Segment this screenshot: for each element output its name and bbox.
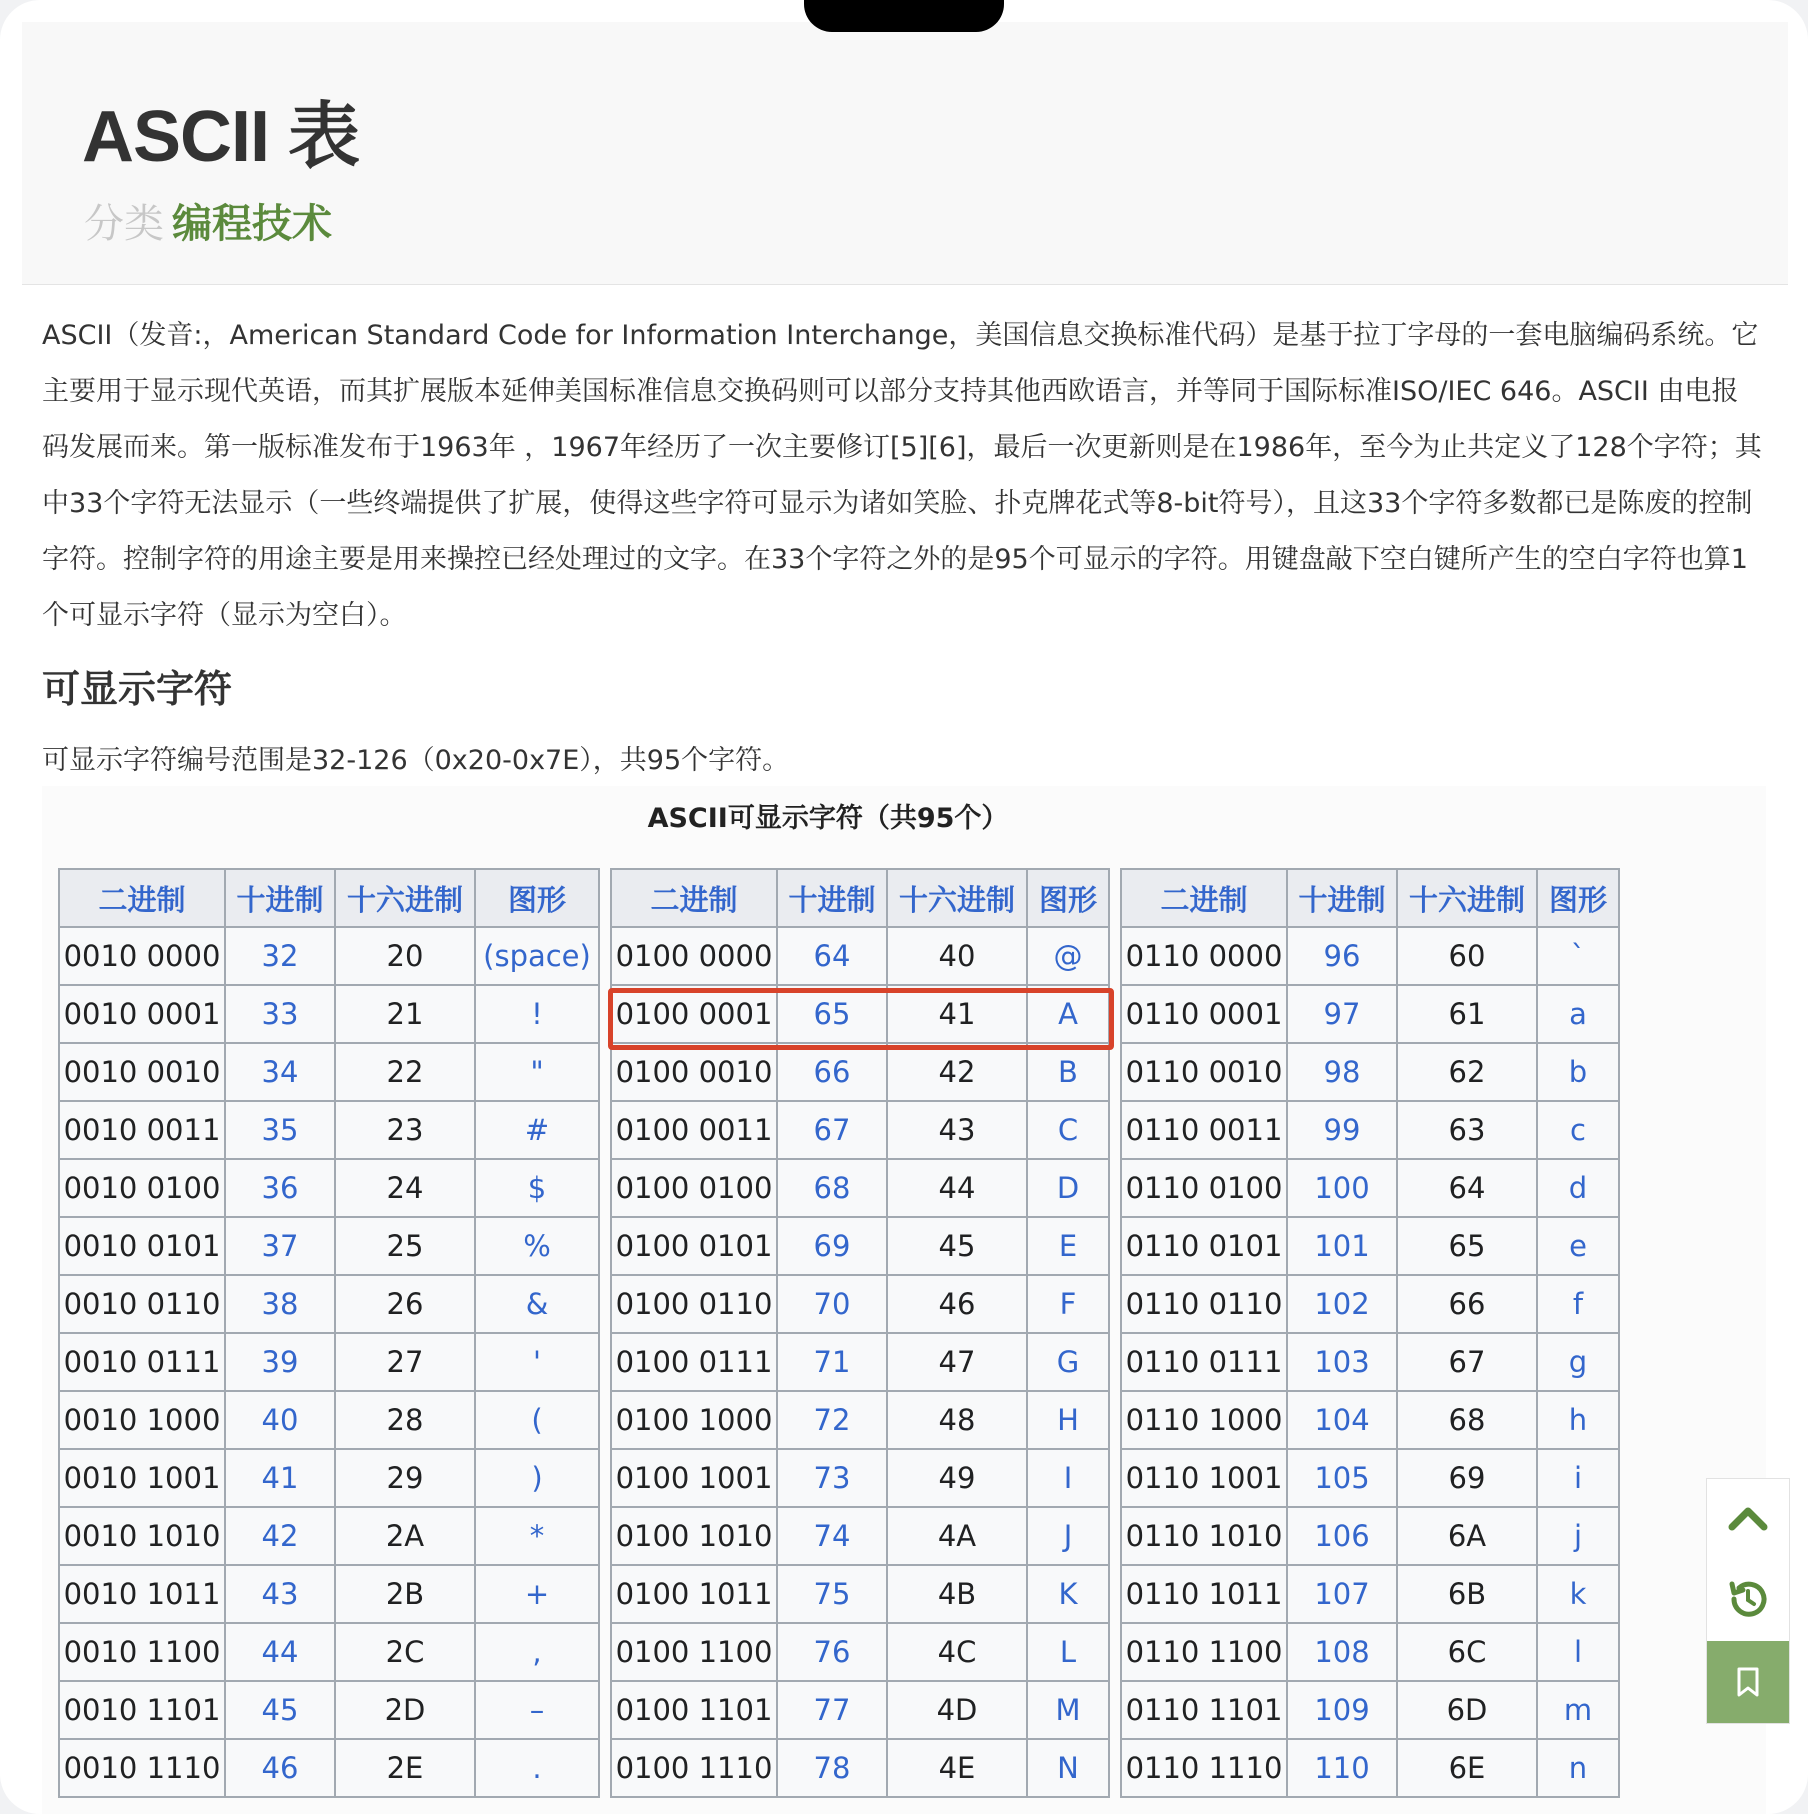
glyph-cell[interactable]: G: [1027, 1333, 1109, 1391]
glyph-cell[interactable]: c: [1537, 1101, 1619, 1159]
binary-cell: 0110 0011: [1121, 1101, 1287, 1159]
glyph-cell[interactable]: g: [1537, 1333, 1619, 1391]
binary-cell: 0110 1000: [1121, 1391, 1287, 1449]
binary-cell: 0010 1100: [59, 1623, 225, 1681]
glyph-cell[interactable]: #: [475, 1101, 599, 1159]
decimal-cell[interactable]: 32: [225, 927, 335, 985]
column-header: 十六进制: [1397, 869, 1537, 927]
binary-cell: 0110 1011: [1121, 1565, 1287, 1623]
hex-cell: 48: [887, 1391, 1027, 1449]
glyph-cell[interactable]: M: [1027, 1681, 1109, 1739]
table-row: [611, 1449, 1109, 1507]
decimal-cell[interactable]: 101: [1287, 1217, 1397, 1275]
table-row: [59, 1449, 599, 1507]
decimal-cell[interactable]: 65: [777, 985, 887, 1043]
table-row: [59, 1043, 599, 1101]
decimal-cell[interactable]: 38: [225, 1275, 335, 1333]
decimal-cell[interactable]: 76: [777, 1623, 887, 1681]
glyph-cell[interactable]: e: [1537, 1217, 1619, 1275]
binary-cell: 0110 0010: [1121, 1043, 1287, 1101]
binary-cell: 0110 0111: [1121, 1333, 1287, 1391]
hex-cell: 4D: [887, 1681, 1027, 1739]
binary-cell: 0010 1011: [59, 1565, 225, 1623]
decimal-cell[interactable]: 73: [777, 1449, 887, 1507]
decimal-cell[interactable]: 39: [225, 1333, 335, 1391]
glyph-cell[interactable]: F: [1027, 1275, 1109, 1333]
table-row: [1121, 1623, 1619, 1681]
hex-cell: 65: [1397, 1217, 1537, 1275]
hex-cell: 61: [1397, 985, 1537, 1043]
binary-cell: 0100 0101: [611, 1217, 777, 1275]
highlight-box: [608, 988, 1114, 1050]
decimal-cell[interactable]: 67: [777, 1101, 887, 1159]
table-row: [1121, 1333, 1619, 1391]
hex-cell: 67: [1397, 1333, 1537, 1391]
decimal-cell[interactable]: 75: [777, 1565, 887, 1623]
hex-cell: 4C: [887, 1623, 1027, 1681]
table-row: [1121, 1739, 1619, 1797]
table-row: [59, 1159, 599, 1217]
table-row: [611, 1333, 1109, 1391]
ascii-table-group-1: [58, 868, 600, 1798]
page-header: [22, 22, 1788, 285]
table-row: [59, 1391, 599, 1449]
hex-cell: 2A: [335, 1507, 475, 1565]
hex-cell: 2D: [335, 1681, 475, 1739]
column-header: 二进制: [59, 869, 225, 927]
binary-cell: 0110 0101: [1121, 1217, 1287, 1275]
glyph-cell[interactable]: ": [475, 1043, 599, 1101]
glyph-cell[interactable]: L: [1027, 1623, 1109, 1681]
binary-cell: 0100 1101: [611, 1681, 777, 1739]
glyph-cell[interactable]: $: [475, 1159, 599, 1217]
hex-cell: 2C: [335, 1623, 475, 1681]
binary-cell: 0110 1100: [1121, 1623, 1287, 1681]
hex-cell: 43: [887, 1101, 1027, 1159]
table-row: [59, 1101, 599, 1159]
decimal-cell[interactable]: 110: [1287, 1739, 1397, 1797]
column-header: 十进制: [1287, 869, 1397, 927]
hex-cell: 26: [335, 1275, 475, 1333]
bookmark-button[interactable]: [1707, 1641, 1789, 1723]
column-header: 十六进制: [887, 869, 1027, 927]
table-row: [1121, 1275, 1619, 1333]
table-row: [59, 985, 599, 1043]
hex-cell: 22: [335, 1043, 475, 1101]
table-row: [59, 1739, 599, 1797]
page-title: ASCII 表: [82, 97, 360, 177]
glyph-cell[interactable]: I: [1027, 1449, 1109, 1507]
table-row: [59, 927, 599, 985]
decimal-cell[interactable]: 105: [1287, 1449, 1397, 1507]
decimal-cell[interactable]: 37: [225, 1217, 335, 1275]
range-description: 可显示字符编号范围是32-126（0x20-0x7E），共95个字符。: [42, 745, 790, 776]
binary-cell: 0100 0000: [611, 927, 777, 985]
binary-cell: 0100 0100: [611, 1159, 777, 1217]
ascii-table-group-3: [1120, 868, 1620, 1798]
glyph-cell[interactable]: B: [1027, 1043, 1109, 1101]
decimal-cell[interactable]: 96: [1287, 927, 1397, 985]
binary-cell: 0110 1001: [1121, 1449, 1287, 1507]
hex-cell: 45: [887, 1217, 1027, 1275]
glyph-cell[interactable]: b: [1537, 1043, 1619, 1101]
decimal-cell[interactable]: 99: [1287, 1101, 1397, 1159]
glyph-cell[interactable]: ,: [475, 1623, 599, 1681]
hex-cell: 28: [335, 1391, 475, 1449]
decimal-cell[interactable]: 44: [225, 1623, 335, 1681]
category-line: [84, 192, 332, 249]
glyph-cell[interactable]: k: [1537, 1565, 1619, 1623]
history-icon: [1724, 1575, 1772, 1623]
table-row: [59, 1217, 599, 1275]
glyph-cell[interactable]: .: [475, 1739, 599, 1797]
bookmark-icon: [1730, 1664, 1766, 1700]
back-to-top-button[interactable]: [1707, 1479, 1789, 1559]
binary-cell: 0010 0000: [59, 927, 225, 985]
decimal-cell[interactable]: 46: [225, 1739, 335, 1797]
hex-cell: 49: [887, 1449, 1027, 1507]
binary-cell: 0010 0010: [59, 1043, 225, 1101]
table-row: [1121, 1159, 1619, 1217]
binary-cell: 0010 0111: [59, 1333, 225, 1391]
category-label: 分类: [84, 201, 164, 247]
decimal-cell[interactable]: 72: [777, 1391, 887, 1449]
hex-cell: 6A: [1397, 1507, 1537, 1565]
glyph-cell[interactable]: +: [475, 1565, 599, 1623]
hex-cell: 69: [1397, 1449, 1537, 1507]
binary-cell: 0010 1001: [59, 1449, 225, 1507]
table-row: [611, 1391, 1109, 1449]
glyph-cell[interactable]: H: [1027, 1391, 1109, 1449]
hex-cell: 27: [335, 1333, 475, 1391]
glyph-cell[interactable]: i: [1537, 1449, 1619, 1507]
binary-cell: 0110 1101: [1121, 1681, 1287, 1739]
hex-cell: 64: [1397, 1159, 1537, 1217]
table-row: [59, 1333, 599, 1391]
section-heading: 可显示字符: [42, 667, 233, 711]
hex-cell: 29: [335, 1449, 475, 1507]
decimal-cell[interactable]: 70: [777, 1275, 887, 1333]
column-header: 图形: [475, 869, 599, 927]
glyph-cell[interactable]: !: [475, 985, 599, 1043]
glyph-cell[interactable]: ': [475, 1333, 599, 1391]
table-caption: ASCII可显示字符（共95个）: [647, 803, 1009, 834]
table-row: [1121, 1101, 1619, 1159]
binary-cell: 0100 0111: [611, 1333, 777, 1391]
table-row: [611, 1507, 1109, 1565]
hex-cell: 6D: [1397, 1681, 1537, 1739]
binary-cell: 0100 1110: [611, 1739, 777, 1797]
glyph-cell[interactable]: (space): [475, 927, 599, 985]
decimal-cell[interactable]: 35: [225, 1101, 335, 1159]
glyph-cell[interactable]: –: [475, 1681, 599, 1739]
decimal-cell[interactable]: 108: [1287, 1623, 1397, 1681]
table-row: [59, 1565, 599, 1623]
glyph-cell[interactable]: f: [1537, 1275, 1619, 1333]
decimal-cell[interactable]: 36: [225, 1159, 335, 1217]
hex-cell: 46: [887, 1275, 1027, 1333]
binary-cell: 0010 1010: [59, 1507, 225, 1565]
table-row: [611, 1217, 1109, 1275]
decimal-cell[interactable]: 100: [1287, 1159, 1397, 1217]
binary-cell: 0100 1010: [611, 1507, 777, 1565]
decimal-cell[interactable]: 40: [225, 1391, 335, 1449]
hex-cell: 6B: [1397, 1565, 1537, 1623]
glyph-cell[interactable]: D: [1027, 1159, 1109, 1217]
hex-cell: 6C: [1397, 1623, 1537, 1681]
table-row: [1121, 1507, 1619, 1565]
table-row: [1121, 1681, 1619, 1739]
binary-cell: 0010 0001: [59, 985, 225, 1043]
side-toolbar: [1706, 1478, 1790, 1724]
table-row: [611, 1043, 1109, 1101]
table-row: [611, 1681, 1109, 1739]
table-row: [59, 1623, 599, 1681]
decimal-cell[interactable]: 42: [225, 1507, 335, 1565]
glyph-cell[interactable]: h: [1537, 1391, 1619, 1449]
binary-cell: 0100 1011: [611, 1565, 777, 1623]
glyph-cell[interactable]: %: [475, 1217, 599, 1275]
table-row: [611, 1275, 1109, 1333]
table-row: [611, 1739, 1109, 1797]
table-row: [1121, 927, 1619, 985]
decimal-cell[interactable]: 104: [1287, 1391, 1397, 1449]
hex-cell: 25: [335, 1217, 475, 1275]
binary-cell: 0010 1110: [59, 1739, 225, 1797]
decimal-cell[interactable]: 77: [777, 1681, 887, 1739]
glyph-cell[interactable]: (: [475, 1391, 599, 1449]
binary-cell: 0100 0011: [611, 1101, 777, 1159]
decimal-cell[interactable]: 71: [777, 1333, 887, 1391]
hex-cell: 68: [1397, 1391, 1537, 1449]
table-row: [1121, 1565, 1619, 1623]
table-row: [59, 1681, 599, 1739]
column-header: 二进制: [1121, 869, 1287, 927]
decimal-cell[interactable]: 78: [777, 1739, 887, 1797]
table-row: [1121, 1449, 1619, 1507]
binary-cell: 0110 1110: [1121, 1739, 1287, 1797]
glyph-cell[interactable]: n: [1537, 1739, 1619, 1797]
hex-cell: 41: [887, 985, 1027, 1043]
glyph-cell[interactable]: *: [475, 1507, 599, 1565]
hex-cell: 62: [1397, 1043, 1537, 1101]
hex-cell: 23: [335, 1101, 475, 1159]
binary-cell: 0110 1010: [1121, 1507, 1287, 1565]
glyph-cell[interactable]: d: [1537, 1159, 1619, 1217]
hex-cell: 44: [887, 1159, 1027, 1217]
glyph-cell[interactable]: @: [1027, 927, 1109, 985]
binary-cell: 0010 0110: [59, 1275, 225, 1333]
column-header: 十六进制: [335, 869, 475, 927]
glyph-cell[interactable]: `: [1537, 927, 1619, 985]
glyph-cell[interactable]: C: [1027, 1101, 1109, 1159]
binary-cell: 0110 0001: [1121, 985, 1287, 1043]
table-row: [59, 1507, 599, 1565]
binary-cell: 0010 0100: [59, 1159, 225, 1217]
hex-cell: 4E: [887, 1739, 1027, 1797]
glyph-cell[interactable]: E: [1027, 1217, 1109, 1275]
table-row: [611, 1565, 1109, 1623]
hex-cell: 6E: [1397, 1739, 1537, 1797]
glyph-cell[interactable]: J: [1027, 1507, 1109, 1565]
device-notch: [804, 0, 1004, 32]
binary-cell: 0100 0001: [611, 985, 777, 1043]
glyph-cell[interactable]: a: [1537, 985, 1619, 1043]
binary-cell: 0100 1001: [611, 1449, 777, 1507]
table-row: [611, 1159, 1109, 1217]
hex-cell: 21: [335, 985, 475, 1043]
decimal-cell[interactable]: 69: [777, 1217, 887, 1275]
glyph-cell[interactable]: &: [475, 1275, 599, 1333]
history-button[interactable]: [1707, 1559, 1789, 1639]
decimal-cell[interactable]: 43: [225, 1565, 335, 1623]
hex-cell: 63: [1397, 1101, 1537, 1159]
glyph-cell[interactable]: m: [1537, 1681, 1619, 1739]
table-row: [1121, 1043, 1619, 1101]
hex-cell: 42: [887, 1043, 1027, 1101]
table-row: [1121, 1217, 1619, 1275]
chevron-up-icon: [1724, 1495, 1772, 1543]
column-header: 二进制: [611, 869, 777, 927]
column-header: 十进制: [777, 869, 887, 927]
binary-cell: 0100 1100: [611, 1623, 777, 1681]
decimal-cell[interactable]: 68: [777, 1159, 887, 1217]
glyph-cell[interactable]: l: [1537, 1623, 1619, 1681]
category-link[interactable]: 编程技术: [172, 201, 332, 247]
binary-cell: 0010 1000: [59, 1391, 225, 1449]
decimal-cell[interactable]: 33: [225, 985, 335, 1043]
table-row: [611, 927, 1109, 985]
hex-cell: 24: [335, 1159, 475, 1217]
table-row: [1121, 985, 1619, 1043]
decimal-cell[interactable]: 45: [225, 1681, 335, 1739]
decimal-cell[interactable]: 74: [777, 1507, 887, 1565]
decimal-cell[interactable]: 97: [1287, 985, 1397, 1043]
binary-cell: 0110 0100: [1121, 1159, 1287, 1217]
binary-cell: 0010 0011: [59, 1101, 225, 1159]
decimal-cell[interactable]: 106: [1287, 1507, 1397, 1565]
decimal-cell[interactable]: 109: [1287, 1681, 1397, 1739]
binary-cell: 0110 0110: [1121, 1275, 1287, 1333]
intro-paragraph: ASCII（发音:，American Standard Code for Information Interchange，美国信息交换标准代码）是基于拉丁字母的一套电脑编码系统。它主要用于显示现代英语，而其扩展版本延伸美国标准信息交换码则可以部分支持其他西欧语言，并等同于国际标准ISO/IEC 646。ASCII 由电报码发展而来。第一版标准发布于1963年 ，1967年经历了一次主要修订[5][6]，最后一次更新则是在1986年，至今为止共定义了128个字符；其中33个字符无法显示（一些终端提供了扩展，使得这些字符可显示为诸如笑脸、扑克牌花式等8-bit符号），且这33个字符多数都已是陈废的控制字符。控制字符的用途主要是用来操控已经处理过的文字。在33个字符之外的是95个可显示的字符。用键盘敲下空白键所产生的空白字符也算1个可显示字符（显示为空白）。: [42, 320, 1762, 631]
glyph-cell[interactable]: K: [1027, 1565, 1109, 1623]
decimal-cell[interactable]: 103: [1287, 1333, 1397, 1391]
hex-cell: 2E: [335, 1739, 475, 1797]
hex-cell: 47: [887, 1333, 1027, 1391]
hex-cell: 2B: [335, 1565, 475, 1623]
hex-cell: 60: [1397, 927, 1537, 985]
decimal-cell[interactable]: 107: [1287, 1565, 1397, 1623]
glyph-cell[interactable]: ): [475, 1449, 599, 1507]
hex-cell: 4A: [887, 1507, 1027, 1565]
decimal-cell[interactable]: 41: [225, 1449, 335, 1507]
glyph-cell[interactable]: N: [1027, 1739, 1109, 1797]
hex-cell: 4B: [887, 1565, 1027, 1623]
table-row: [1121, 1391, 1619, 1449]
glyph-cell[interactable]: A: [1027, 985, 1109, 1043]
decimal-cell[interactable]: 34: [225, 1043, 335, 1101]
binary-cell: 0010 0101: [59, 1217, 225, 1275]
table-row: [611, 1623, 1109, 1681]
hex-cell: 40: [887, 927, 1027, 985]
column-header: 图形: [1537, 869, 1619, 927]
binary-cell: 0100 1000: [611, 1391, 777, 1449]
decimal-cell[interactable]: 64: [777, 927, 887, 985]
binary-cell: 0100 0110: [611, 1275, 777, 1333]
binary-cell: 0100 0010: [611, 1043, 777, 1101]
binary-cell: 0110 0000: [1121, 927, 1287, 985]
hex-cell: 66: [1397, 1275, 1537, 1333]
table-row: [59, 1275, 599, 1333]
binary-cell: 0010 1101: [59, 1681, 225, 1739]
decimal-cell[interactable]: 98: [1287, 1043, 1397, 1101]
table-row: [611, 1101, 1109, 1159]
decimal-cell[interactable]: 66: [777, 1043, 887, 1101]
glyph-cell[interactable]: j: [1537, 1507, 1619, 1565]
hex-cell: 20: [335, 927, 475, 985]
decimal-cell[interactable]: 102: [1287, 1275, 1397, 1333]
column-header: 图形: [1027, 869, 1109, 927]
column-header: 十进制: [225, 869, 335, 927]
